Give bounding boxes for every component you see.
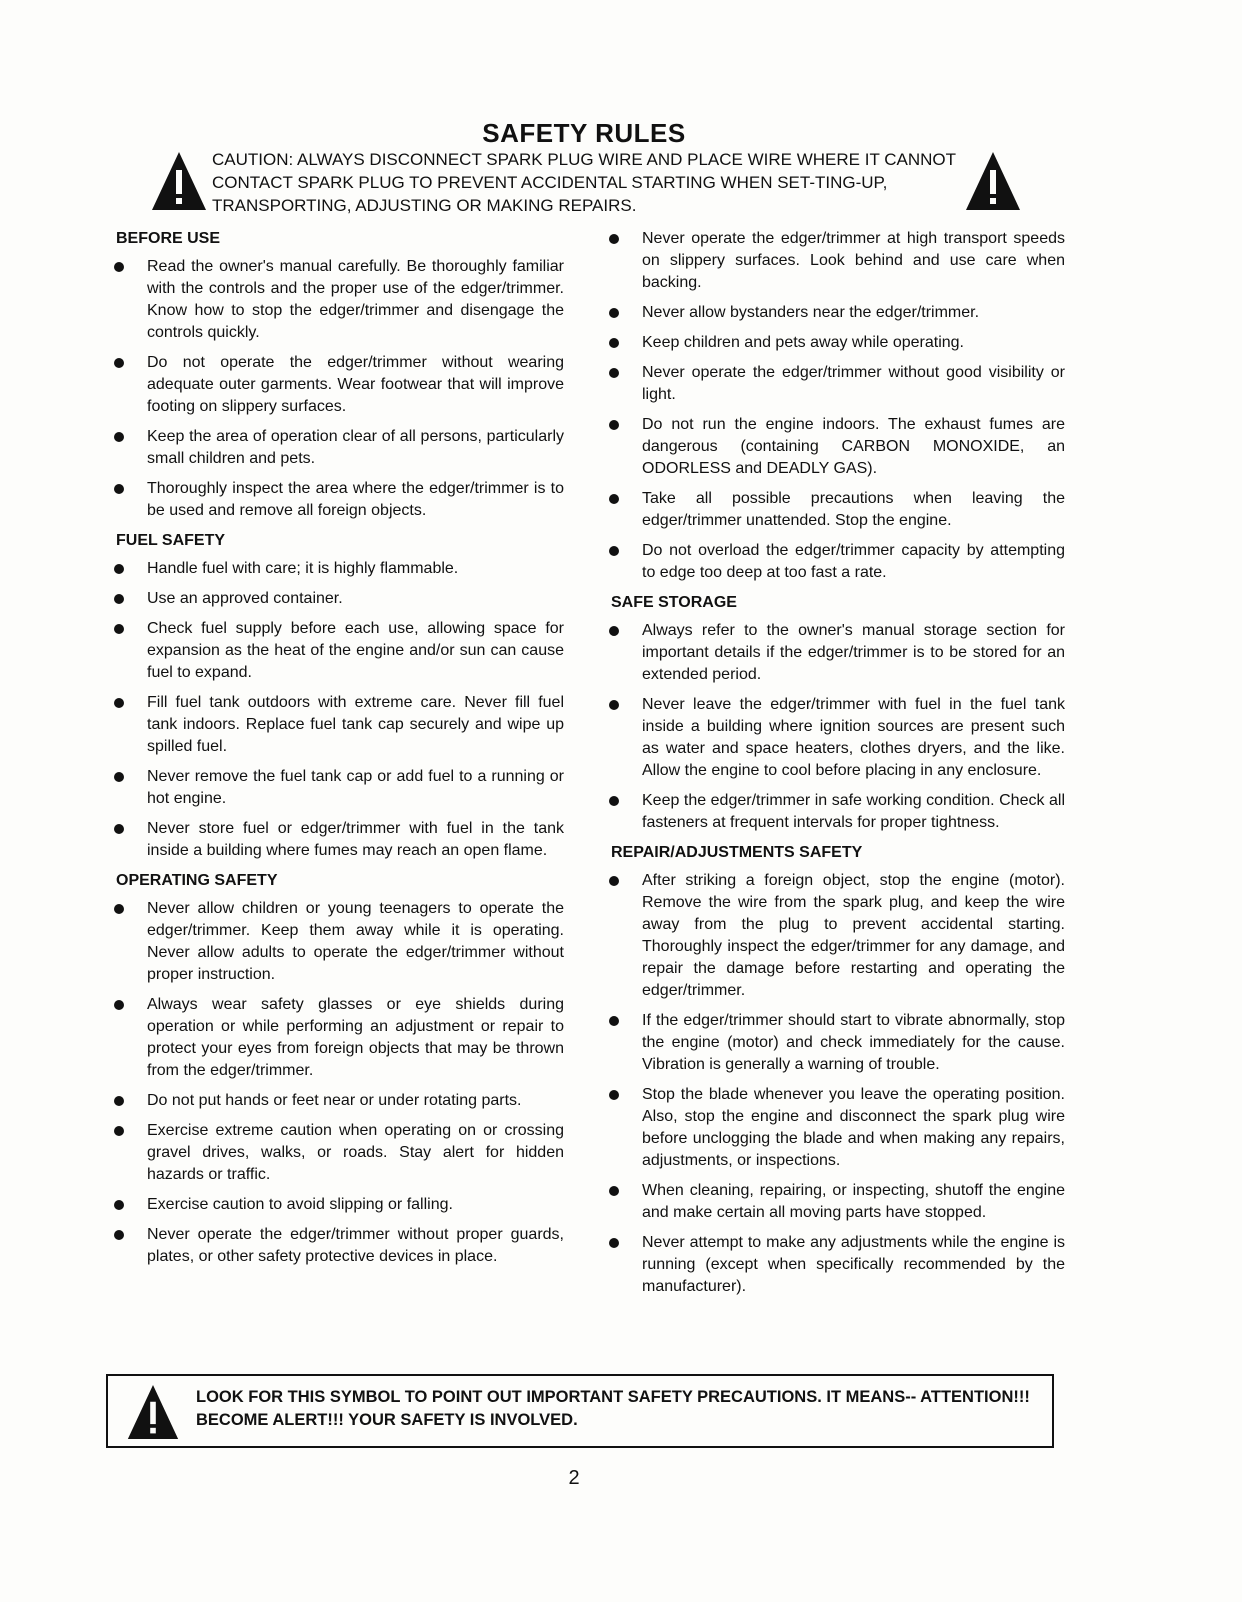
bullet-icon — [609, 796, 619, 806]
list-item: Always refer to the owner's manual storage section for important details if the edger/trimmer is to be stored for an extended period. — [607, 620, 1065, 686]
section-heading: OPERATING SAFETY — [116, 872, 278, 889]
bullet-icon — [114, 698, 124, 708]
notice-text: LOOK FOR THIS SYMBOL TO POINT OUT IMPORTANT SAFETY PRECAUTIONS. IT MEANS-- ATTENTION!!! BECOME ALERT!!! YOUR SAFETY IS INVOLVED. — [196, 1388, 1030, 1429]
section-heading: BEFORE USE — [116, 230, 221, 247]
bullet-icon — [114, 904, 124, 914]
bullet-icon — [609, 1016, 619, 1026]
list-item: Do not overload the edger/trimmer capacity by attempting to edge too deep at too fast a rate. — [607, 540, 1065, 584]
list-item: Never allow children or young teenagers to operate the edger/trimmer. Keep them away while it is operating. Never allow adults to operate the edger/trimmer without proper instruction. — [112, 898, 564, 986]
bullet-icon — [114, 1126, 124, 1136]
list-item: Do not put hands or feet near or under rotating parts. — [112, 1090, 564, 1112]
bullet-icon — [609, 308, 619, 318]
bullet-icon — [114, 484, 124, 494]
bullet-icon — [609, 626, 619, 636]
list-item: After striking a foreign object, stop the engine (motor). Remove the wire from the spark plug, and keep the wire away from the plug to prevent accidental starting. Thoroughly inspect the edger/trimmer for any damage, and repair the damage before restarting and operating the edger/trimmer. — [607, 870, 1065, 1002]
list-item: Keep children and pets away while operating. — [607, 332, 1065, 354]
list-item: Never allow bystanders near the edger/trimmer. — [607, 302, 1065, 324]
list-item: Always wear safety glasses or eye shields during operation or while performing an adjustment or repair to protect your eyes from foreign objects that may be thrown from the edger/trimmer. — [112, 994, 564, 1082]
bullet-icon — [114, 564, 124, 574]
page-number: 2 — [568, 1467, 580, 1489]
right-column — [607, 228, 1065, 1306]
list-item: Keep the area of operation clear of all persons, particularly small children and pets. — [112, 426, 564, 470]
bullet-icon — [114, 262, 124, 272]
left-column — [112, 228, 564, 1276]
list-item: Check fuel supply before each use, allowing space for expansion as the heat of the engine and/or sun can cause fuel to expand. — [112, 618, 564, 684]
list-item: Never store fuel or edger/trimmer with fuel in the tank inside a building where fumes may reach an open flame. — [112, 818, 564, 862]
list-item: Never attempt to make any adjustments while the engine is running (except when specifically recommended by the manufacturer). — [607, 1232, 1065, 1298]
list-item: Thoroughly inspect the area where the edger/trimmer is to be used and remove all foreign objects. — [112, 478, 564, 522]
list-item: When cleaning, repairing, or inspecting, shutoff the engine and make certain all moving parts have stopped. — [607, 1180, 1065, 1224]
caution-text: CAUTION: ALWAYS DISCONNECT SPARK PLUG WIRE AND PLACE WIRE WHERE IT CANNOT CONTACT SPARK PLUG TO PREVENT ACCIDENTAL STARTING WHEN SET-TING-UP, TRANSPORTING, ADJUSTING OR MAKING REPAIRS. — [212, 150, 956, 215]
bullet-icon — [609, 1186, 619, 1196]
list-item: Handle fuel with care; it is highly flammable. — [112, 558, 564, 580]
bullet-icon — [114, 624, 124, 634]
bullet-icon — [114, 432, 124, 442]
bullet-icon — [114, 824, 124, 834]
bullet-list — [607, 228, 1065, 584]
bullet-icon — [609, 234, 619, 244]
list-item: Never leave the edger/trimmer with fuel in the fuel tank inside a building where ignition sources are present such as water and space heaters, clothes dryers, and the like. Allow the engine to cool before placing in any enclosure. — [607, 694, 1065, 782]
bullet-icon — [609, 420, 619, 430]
warning-triangle-icon — [150, 150, 208, 212]
bullet-icon — [609, 546, 619, 556]
section-heading: FUEL SAFETY — [116, 532, 226, 549]
bullet-icon — [114, 594, 124, 604]
section-heading: REPAIR/ADJUSTMENTS SAFETY — [611, 844, 863, 861]
list-item: Read the owner's manual carefully. Be thoroughly familiar with the controls and the proper use of the edger/trimmer. Know how to stop the edger/trimmer and disengage the controls quickly. — [112, 256, 564, 344]
list-item: Exercise extreme caution when operating on or crossing gravel drives, walks, or roads. Stay alert for hidden hazards or traffic. — [112, 1120, 564, 1186]
bullet-icon — [114, 1096, 124, 1106]
bullet-list — [112, 256, 564, 522]
bullet-icon — [609, 700, 619, 710]
bullet-icon — [609, 494, 619, 504]
bullet-list — [607, 620, 1065, 834]
list-item: Never operate the edger/trimmer at high transport speeds on slippery surfaces. Look behind and use care when backing. — [607, 228, 1065, 294]
safety-symbol-notice — [106, 1374, 1054, 1448]
warning-triangle-icon — [964, 150, 1022, 212]
list-item: Fill fuel tank outdoors with extreme care. Never fill fuel tank indoors. Replace fuel tank cap securely and wipe up spilled fuel. — [112, 692, 564, 758]
bullet-icon — [609, 338, 619, 348]
bullet-icon — [609, 1090, 619, 1100]
list-item: Never operate the edger/trimmer without proper guards, plates, or other safety protective devices in place. — [112, 1224, 564, 1268]
bullet-list — [607, 870, 1065, 1298]
bullet-list — [112, 898, 564, 1268]
list-item: Do not run the engine indoors. The exhaust fumes are dangerous (containing CARBON MONOXIDE, an ODORLESS and DEADLY GAS). — [607, 414, 1065, 480]
bullet-icon — [609, 1238, 619, 1248]
bullet-icon — [114, 1000, 124, 1010]
section-heading: SAFE STORAGE — [611, 594, 737, 611]
warning-triangle-icon — [126, 1382, 180, 1442]
list-item: Never remove the fuel tank cap or add fuel to a running or hot engine. — [112, 766, 564, 810]
list-item: Use an approved container. — [112, 588, 564, 610]
bullet-list — [112, 558, 564, 862]
list-item: Keep the edger/trimmer in safe working condition. Check all fasteners at frequent intervals for proper tightness. — [607, 790, 1065, 834]
bullet-icon — [114, 1200, 124, 1210]
bullet-icon — [609, 876, 619, 886]
list-item: Take all possible precautions when leaving the edger/trimmer unattended. Stop the engine. — [607, 488, 1065, 532]
bullet-icon — [609, 368, 619, 378]
bullet-icon — [114, 358, 124, 368]
list-item: Stop the blade whenever you leave the operating position. Also, stop the engine and disconnect the spark plug wire before unclogging the blade and when making any repairs, adjustments, or inspections. — [607, 1084, 1065, 1172]
list-item: If the edger/trimmer should start to vibrate abnormally, stop the engine (motor) and check immediately for the cause. Vibration is generally a warning of trouble. — [607, 1010, 1065, 1076]
bullet-icon — [114, 1230, 124, 1240]
list-item: Do not operate the edger/trimmer without wearing adequate outer garments. Wear footwear that will improve footing on slippery surfaces. — [112, 352, 564, 418]
page-title: SAFETY RULES — [482, 118, 686, 148]
bullet-icon — [114, 772, 124, 782]
list-item: Exercise caution to avoid slipping or falling. — [112, 1194, 564, 1216]
list-item: Never operate the edger/trimmer without good visibility or light. — [607, 362, 1065, 406]
